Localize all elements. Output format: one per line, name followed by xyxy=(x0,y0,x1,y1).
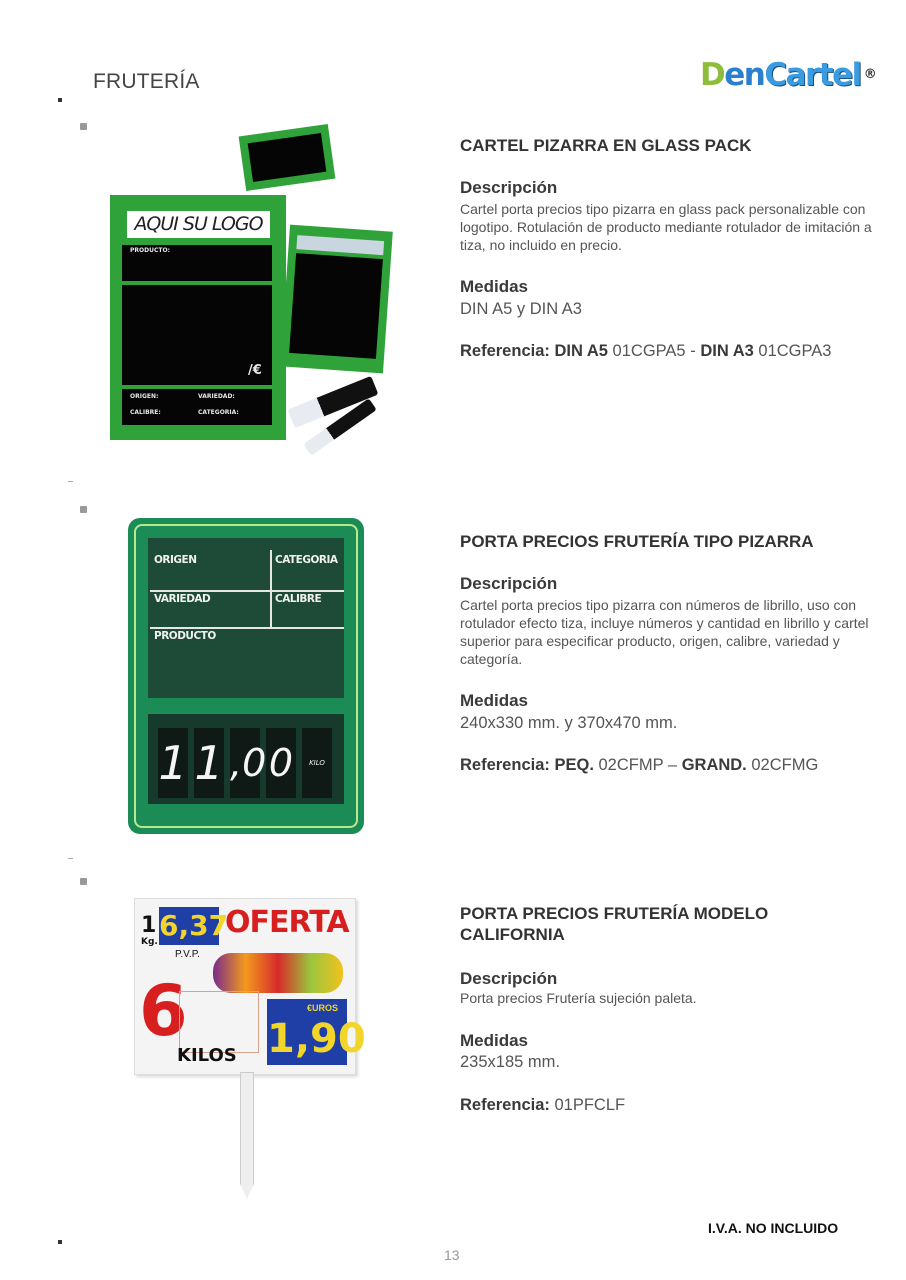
reference-line xyxy=(460,342,831,361)
reference-variant: PEQ. xyxy=(554,756,594,774)
list-bullet xyxy=(80,123,87,130)
fruit-illustration xyxy=(213,953,343,993)
label-origen: ORIGEN xyxy=(154,554,197,566)
kilos-label: KILOS xyxy=(177,1045,237,1066)
reference-label: Referencia: xyxy=(460,342,550,360)
paddle-stick xyxy=(240,1072,254,1199)
reference-line xyxy=(460,1096,625,1115)
label-variedad: VARIEDAD: xyxy=(198,393,235,400)
reference-label: Referencia: xyxy=(460,1096,550,1114)
reference-separator: – xyxy=(667,756,678,774)
logo-placeholder: AQUI SU LOGO xyxy=(127,211,270,238)
label-variedad: VARIEDAD xyxy=(154,593,211,605)
vat-note: I.V.A. NO INCLUIDO xyxy=(708,1220,839,1236)
flip-unit: KILO xyxy=(302,728,332,798)
reference-code: 01PFCLF xyxy=(554,1096,626,1114)
separator-mark xyxy=(68,481,73,482)
description-text: Cartel porta precios tipo pizarra con números de librillo, uso con rotulador efecto tiza, incluye números y cantidad en librillo y cartel superior para especificar producto, origen, calibre, variedad y categoría. xyxy=(460,597,869,667)
reference-variant: DIN A3 xyxy=(700,342,754,360)
measures-label: Medidas xyxy=(460,691,529,710)
product-title: PORTA PRECIOS FRUTERÍA MODELO CALIFORNIA xyxy=(460,904,769,944)
product-title: PORTA PRECIOS FRUTERÍA TIPO PIZARRA xyxy=(460,532,814,551)
brand-logo xyxy=(700,58,877,92)
chalkboard-a3 xyxy=(110,195,286,440)
label-calibre: CALIBRE: xyxy=(130,409,161,416)
euros-label: €UROS xyxy=(307,1003,339,1013)
reference-code: 02CFMG xyxy=(751,756,819,774)
price-unit: /€ xyxy=(248,363,262,378)
reference-variant: DIN A5 xyxy=(554,342,608,360)
measures-label: Medidas xyxy=(460,1031,529,1050)
reference-code: 01CGPA3 xyxy=(758,342,832,360)
description-text: Porta precios Frutería sujeción paleta. xyxy=(460,990,697,1006)
bullet-marker xyxy=(58,1240,62,1244)
chalkboard-a5 xyxy=(280,225,393,374)
separator-mark xyxy=(68,858,73,859)
measures-value: 235x185 mm. xyxy=(460,1053,560,1071)
label-producto: PRODUCTO: xyxy=(130,247,170,254)
label-producto: PRODUCTO xyxy=(154,630,216,642)
bullet-marker xyxy=(58,98,62,102)
product-title: CARTEL PIZARRA EN GLASS PACK xyxy=(460,136,752,155)
label-origen: ORIGEN: xyxy=(130,393,159,400)
description-label: Descripción xyxy=(460,178,558,197)
unit-top: Kg. xyxy=(141,937,158,947)
small-board-writing xyxy=(239,124,336,191)
list-bullet xyxy=(80,506,87,513)
flip-digit: 0 xyxy=(266,728,296,798)
flip-digit: 1 xyxy=(158,728,188,798)
description-text: Cartel porta precios tipo pizarra en glass pack personalizable con logotipo. Rotulación de producto mediante rotulador de imitación a tiza, no incluido en precio. xyxy=(460,201,872,253)
reference-separator: - xyxy=(690,342,696,360)
reference-code: 02CFMP xyxy=(598,756,664,774)
label-calibre: CALIBRE xyxy=(275,593,322,605)
price-big: 1,90 xyxy=(267,999,347,1065)
product-image-pizarra xyxy=(128,518,364,834)
page-number: 13 xyxy=(444,1247,460,1263)
flip-digit: ,0 xyxy=(230,728,260,798)
reference-variant: GRAND. xyxy=(681,756,747,774)
reference-line xyxy=(460,756,818,775)
product-image-california xyxy=(134,898,366,1075)
label-categoria: CATEGORIA xyxy=(275,554,338,566)
description-label: Descripción xyxy=(460,969,558,988)
price-top: 6,37 xyxy=(159,907,219,945)
reference-label: Referencia: xyxy=(460,756,550,774)
registered-mark: ® xyxy=(863,67,877,82)
measures-label: Medidas xyxy=(460,277,529,296)
measures-value: 240x330 mm. y 370x470 mm. xyxy=(460,714,678,732)
list-bullet xyxy=(80,878,87,885)
pvp-label: P.V.P. xyxy=(175,949,200,960)
qty-big: 6 xyxy=(139,970,188,1052)
flip-digit: 1 xyxy=(194,728,224,798)
info-grid xyxy=(179,991,259,1053)
label-categoria: CATEGORIA: xyxy=(198,409,239,416)
logo-part-en: en xyxy=(724,57,765,93)
description-label: Descripción xyxy=(460,574,558,593)
logo-part-cartel: Cartel xyxy=(764,57,861,93)
measures-value: DIN A5 y DIN A3 xyxy=(460,300,582,318)
qty-top: 1 xyxy=(141,913,157,938)
section-title: FRUTERÍA xyxy=(93,70,200,93)
reference-code: 01CGPA5 xyxy=(612,342,686,360)
logo-part-d: D xyxy=(700,57,725,93)
offer-label: OFERTA xyxy=(225,905,349,940)
